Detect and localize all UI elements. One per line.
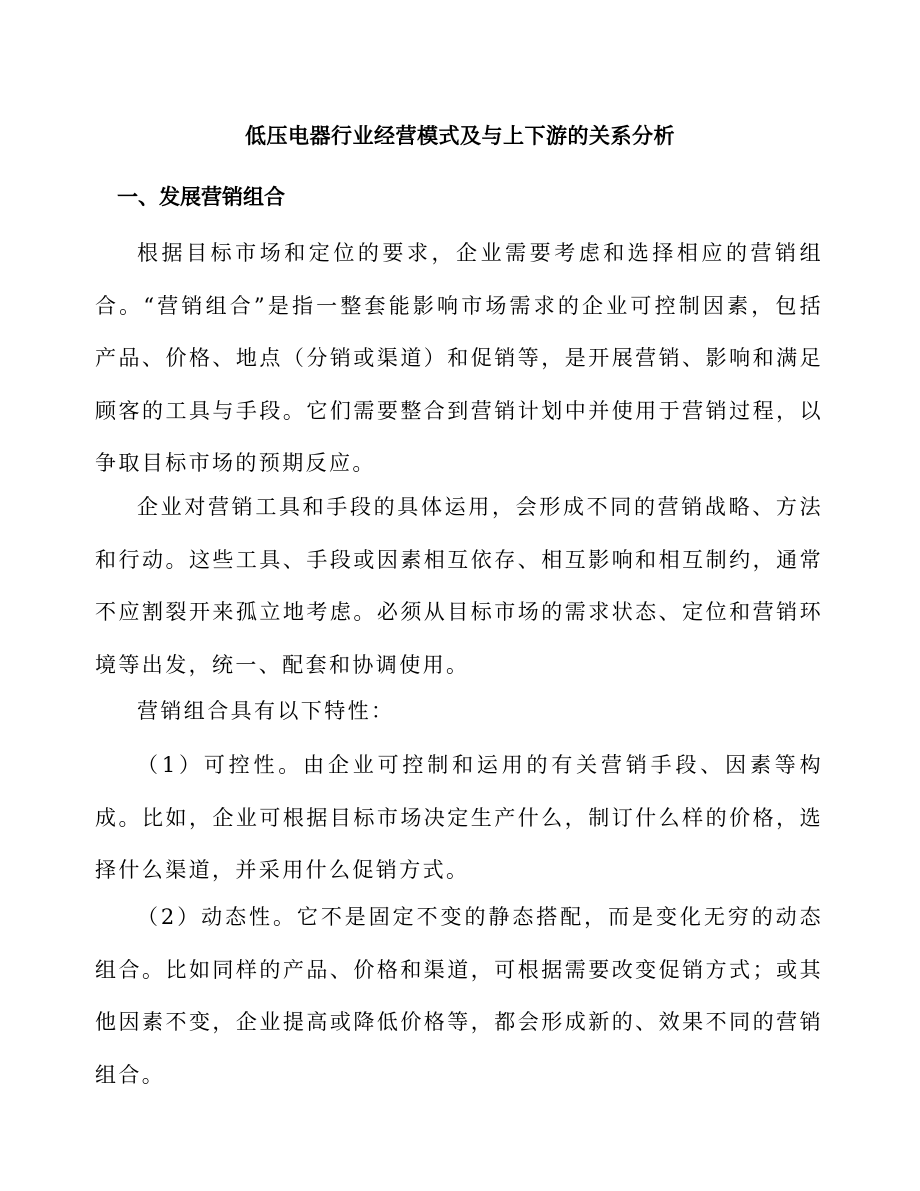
section-heading: 一、发展营销组合 bbox=[117, 184, 285, 209]
paragraph-marketing-tools-usage: 企业对营销工具和手段的具体运用，会形成不同的营销战略、方法和行动。这些工具、手段或因素相互依存、相互影响和相互制约，通常不应割裂开来孤立地考虑。必须从目标市场的需求状态、定位和营销环境等出发，统一、配套和协调使用。 bbox=[95, 495, 823, 677]
paragraph-characteristics-intro: 营销组合具有以下特性： bbox=[137, 699, 395, 723]
document-title: 低压电器行业经营模式及与上下游的关系分析 bbox=[245, 123, 675, 148]
paragraph-dynamics: （2）动态性。它不是固定不变的静态搭配，而是变化无穷的动态组合。比如同样的产品、价格和渠道，可根据需要改变促销方式；或其他因素不变，企业提高或降低价格等，都会形成新的、效果不同的营销组合。 bbox=[95, 905, 823, 1087]
paragraph-controllability: （1）可控性。由企业可控制和运用的有关营销手段、因素等构成。比如，企业可根据目标市场决定生产什么，制订什么样的价格，选择什么渠道，并采用什么促销方式。 bbox=[95, 753, 823, 882]
paragraph-marketing-mix-definition: 根据目标市场和定位的要求，企业需要考虑和选择相应的营销组合。“营销组合”是指一整套能影响市场需求的企业可控制因素，包括产品、价格、地点（分销或渠道）和促销等，是开展营销、影响和满足顾客的工具与手段。它们需要整合到营销计划中并使用于营销过程，以争取目标市场的预期反应。 bbox=[95, 241, 823, 475]
